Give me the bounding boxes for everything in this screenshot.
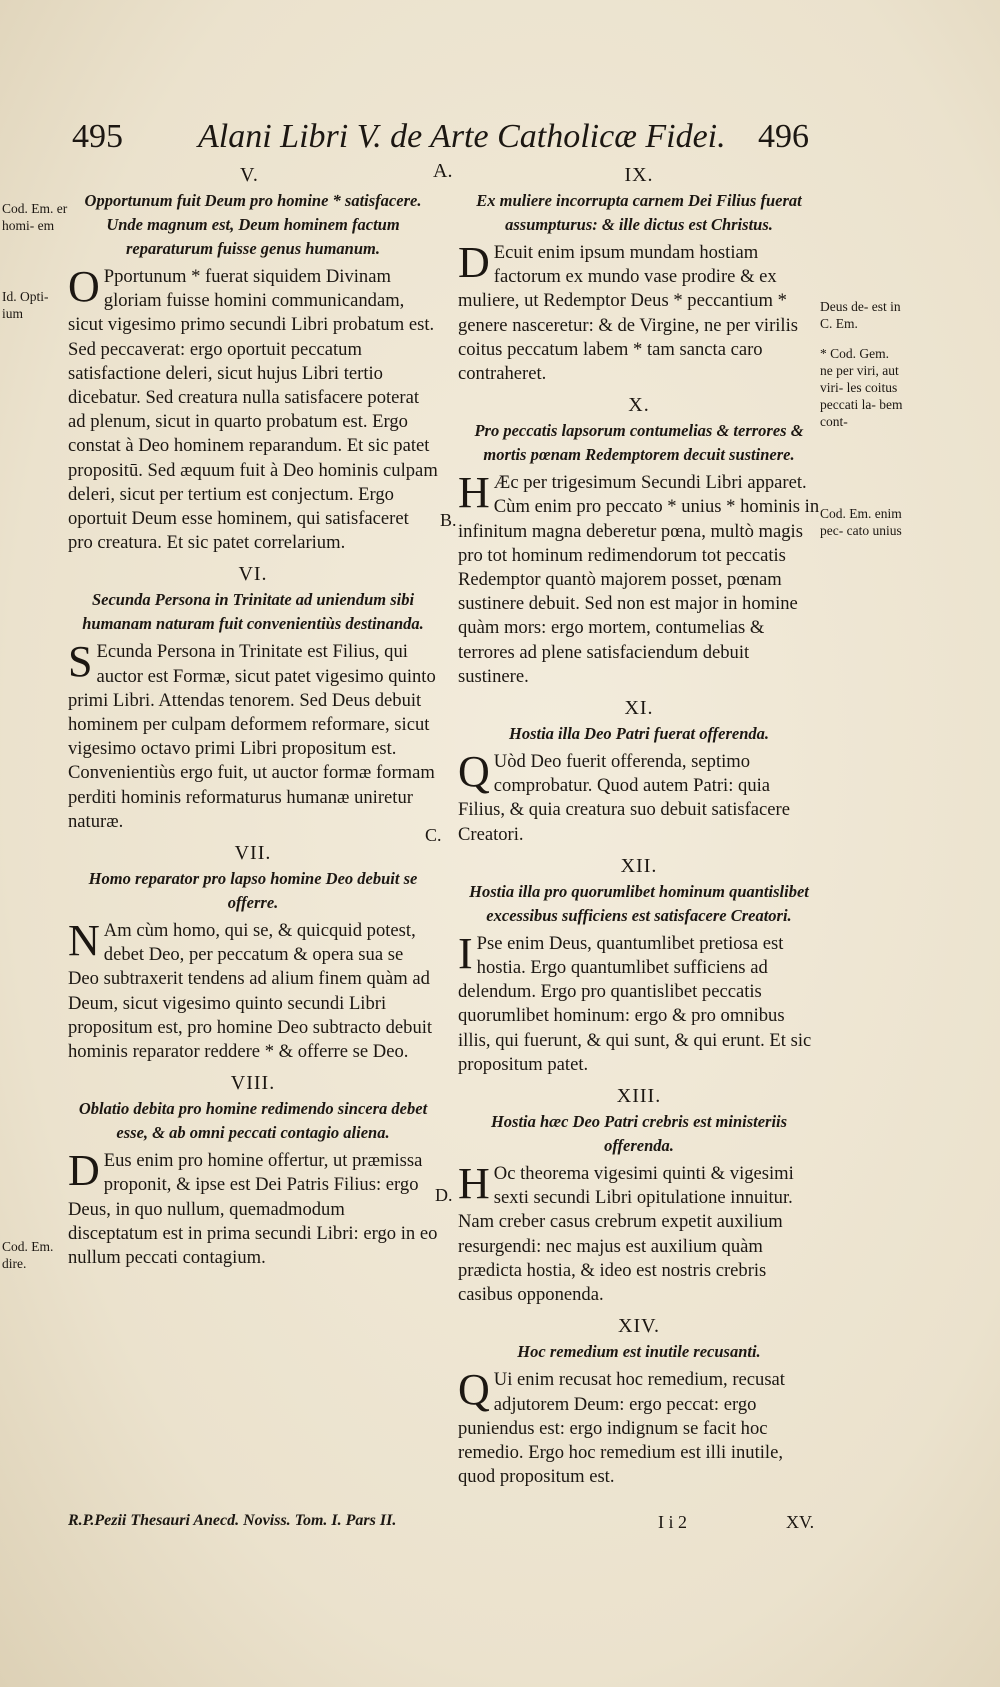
body-text: Pportunum * fuerat siquidem Divinam gloriam fuisse homini communicandam, sicut vigesimo primo secundi Libri probatum est. Sed peccaverat: ergo oportuit peccatum satisfactione deleri, sicut hujus Libri tertio dicebatur. Sed creatura nulla satisfacere poterat ad plenum, sicut in quarto probatum est. Ergo constat à Deo hominem reparandum. Et sic patet propositū. Sed æquum fuit à Deo hominis culpam deleri, sicut per tertium est conjectum. Ergo oportuit Deum esse hominem, qui satisfaceret pro creatura. Et sic patet correlarium. [68, 266, 438, 554]
body-text: Am cùm homo, qui se, & quicquid potest, debet Deo, per peccatum & opera sua se Deo subtraxerit tendens ad alium finem quàm ad Deum, sicut vigesimo quinto secundi Libri propositum est, pro homine Deo subtracto debuit hominis reparator reddere * & offerre se Deo. [68, 920, 433, 1063]
section-viii [68, 1072, 438, 1270]
drop-cap: Q [458, 1365, 490, 1415]
body-text: Ui enim recusat hoc remedium, recusat adjutorem Deum: ergo peccat: ergo puniendus est: ergo indignum se facit hoc remedio. Ergo hoc remedium est illi inutile, quod propositum est. [458, 1369, 785, 1488]
body-text: Ecuit enim ipsum mundam hostiam factorum ex mundo vase prodire & ex muliere, ut Redemptor Deus * peccantium * genere nasceretur: & de Virgine, ne per virilis coitus peccatum labem * tam sancta caro contraheret. [458, 242, 798, 385]
section-vii [68, 842, 438, 1064]
section-body [458, 747, 820, 847]
section-heading: Hoc remedium est inutile recusanti. [517, 1342, 761, 1362]
section-number: XI. [624, 697, 654, 720]
left-gloss: Cod. Em. er homi- em [2, 201, 68, 233]
section-body [68, 262, 438, 555]
section-body [458, 468, 820, 689]
body-text: Eus enim pro homine offertur, ut præmissa proponit, & ipse est Dei Patris Filius: ergo Deus, in quo nullum, quemadmodum disceptatum est in prima secundi Libri: ergo in eo nullum peccati contagium. [68, 1150, 438, 1269]
body-text: Pse enim Deus, quantumlibet pretiosa est hostia. Ergo quantumlibet sufficiens ad delendum. Ergo pro quantislibet peccatis quorumlibet hominum: ergo & pro omnibus illis, qui fuerunt, & qui sunt, & qui erunt. Et sic propositum patet. [458, 932, 812, 1075]
section-xi [458, 697, 820, 847]
section-heading: Pro peccatis lapsorum contumelias & terrores & mortis pœnam Redemptorem decuit sustinere. [474, 421, 804, 465]
drop-cap: N [68, 916, 100, 966]
section-number: XII. [620, 854, 658, 877]
section-heading: Ex muliere incorrupta carnem Dei Filius fuerat assumpturus: & ille dictus est Christus. [476, 191, 802, 234]
section-body [458, 928, 820, 1077]
section-x [458, 394, 820, 689]
drop-cap: O [68, 262, 100, 311]
section-heading: Hostia illa Deo Patri fuerat offerenda. [508, 724, 770, 744]
drop-cap: I [458, 928, 473, 978]
section-body [68, 916, 438, 1064]
running-title: Alani Libri V. de Arte Catholicæ Fidei. [198, 118, 726, 155]
section-body [458, 1365, 820, 1489]
page-footer [68, 1512, 828, 1538]
section-heading: Oblatio debita pro homine redimendo sincera debet esse, & ab omni peccati contagio aliena. [78, 1099, 428, 1143]
section-heading: Hostia hæc Deo Patri crebris est ministeriis offerenda. [490, 1112, 788, 1156]
section-number: IX. [624, 164, 654, 186]
body-text: Uòd Deo fuerit offerenda, septimo comprobatur. Quod autem Patri: quia Filius, & quia creatura suo debuit satisfacere Creatori. [458, 751, 791, 845]
drop-cap: Q [458, 747, 490, 797]
page-number-left: 495 [72, 118, 123, 155]
catchword: XV. [786, 1512, 815, 1532]
right-gloss: Deus de- est in C. Em. [820, 299, 901, 331]
section-ix [458, 164, 820, 386]
section-body [458, 238, 820, 386]
left-column [68, 160, 438, 1278]
left-gloss: Id. Opti- ium [2, 289, 49, 321]
right-gloss: Cod. Em. enim pec- cato unius [820, 506, 902, 538]
body-text: Oc theorema vigesimi quinti & vigesimi sexti secundi Libri opitulatione innuitur. Nam creber casus crebrum expetit auxilium resurgendi: nec majus est auxilium quàm prædicta hostia, & ideo est nostris crebris casibus opponenda. [458, 1163, 794, 1306]
margin-letter-b: B. [440, 510, 457, 530]
section-number: VI. [238, 563, 268, 586]
section-heading: Secunda Persona in Trinitate ad uniendum sibi humanam naturam fuit convenientiùs destinanda. [82, 590, 424, 634]
section-body [68, 637, 438, 834]
right-column [458, 160, 820, 1497]
drop-cap: D [68, 1146, 100, 1196]
body-text: Ecunda Persona in Trinitate est Filius, qui auctor est Formæ, sicut patet vigesimo quinto primi Libri. Attendas tenorem. Sed Deus debuit hominem per culpam deformem reformare, sicut vigesimo octavo primi Libri propositum est. Convenientiùs ergo fuit, ut auctor formæ formam perditi hominis reformaturus humanæ uniretur naturæ. [68, 641, 436, 832]
section-number: XIII. [616, 1085, 662, 1108]
section-xii [458, 855, 820, 1077]
section-body [68, 1146, 438, 1270]
section-xiii [458, 1085, 820, 1307]
quire-mark: I i 2 [658, 1512, 687, 1532]
section-heading: Hostia illa pro quorumlibet hominum quantislibet excessibus sufficiens est satisfacere Creatori. [469, 881, 809, 925]
footer-signature: R.P.Pezii Thesauri Anecd. Noviss. Tom. I. Pars II. [68, 1512, 397, 1529]
section-number: XIV. [618, 1315, 660, 1338]
drop-cap: H [458, 468, 490, 518]
section-heading: Opportunum fuit Deum pro homine * satisfacere. Unde magnum est, Deum hominem factum reparaturum fuisse genus humanum. [84, 191, 422, 258]
page-number-right: 496 [758, 118, 809, 155]
section-number: X. [628, 394, 650, 417]
margin-letter-c: C. [425, 825, 442, 845]
right-gloss: * Cod. Gem. ne per viri, aut viri- les coitus peccati la- bem cont- [820, 346, 903, 429]
margin-letter-d: D. [435, 1185, 453, 1205]
center-column-marker: A. [433, 160, 453, 182]
section-number: V. [240, 164, 259, 186]
body-text: Æc per trigesimum Secundi Libri apparet. Cùm enim pro peccato * unius * hominis in infinitum magna deberetur pœna, multò magis pro tot hominum redimendorum tot peccatis Redemptor quantò majorem posset, pœnam sustinere debuit. Sed non est major in homine quàm mors: ergo mortem, contumelias & terrores ad plene satisfaciendum debuit sustinere. [458, 472, 820, 687]
drop-cap: S [68, 637, 93, 687]
section-body [458, 1159, 820, 1307]
section-v [68, 164, 438, 555]
drop-cap: D [458, 238, 490, 287]
section-number: VIII. [230, 1072, 276, 1095]
section-vi [68, 563, 438, 834]
section-heading: Homo reparator pro lapso homine Deo debuit se offerre. [88, 869, 418, 913]
running-header [0, 118, 1000, 158]
section-xiv [458, 1315, 820, 1489]
section-number: VII. [234, 842, 272, 865]
drop-cap: H [458, 1159, 490, 1209]
left-gloss: Cod. Em. dire. [2, 1239, 54, 1271]
